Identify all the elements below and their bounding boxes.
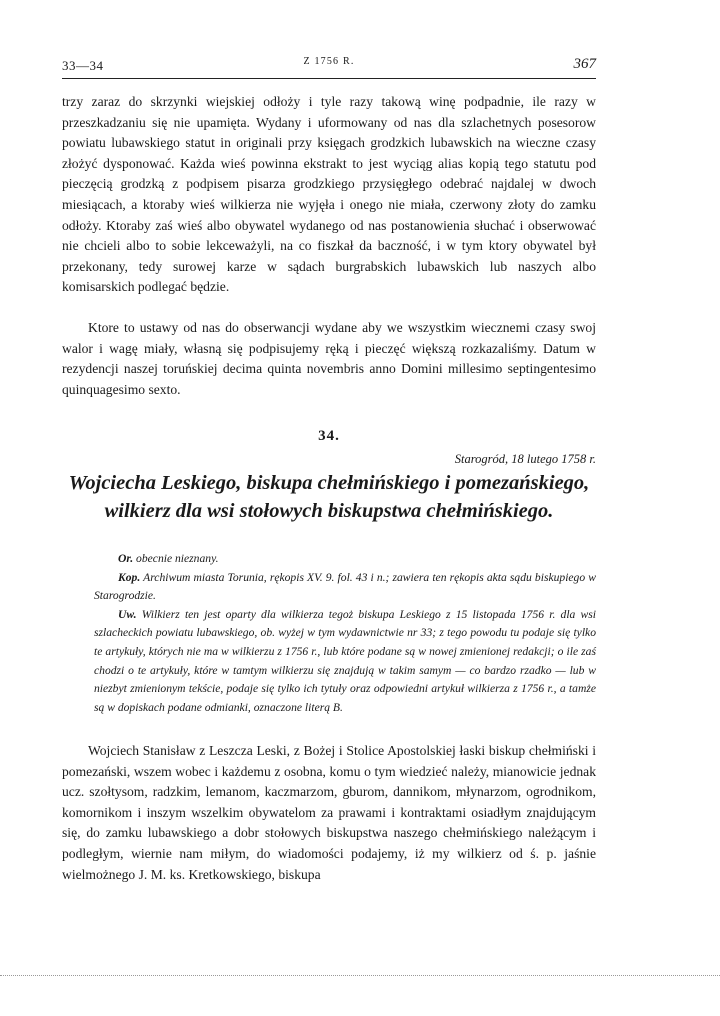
document-number: 34. — [318, 428, 340, 444]
header-section-numbers: 33—34 — [62, 58, 104, 73]
apparatus-remarks — [94, 606, 596, 718]
apparatus-copy — [94, 569, 596, 606]
place-date: Starogród, 18 lutego 1758 r. — [454, 452, 596, 466]
apparatus-kop-text: Archiwum miasta Torunia, rękopis XV. 9. fol. 43 i n.; zawiera ten rękopis akta sądu biskupiego w Starogrodzie. — [94, 570, 596, 603]
apparatus-or-text: obecnie nieznany. — [133, 552, 219, 565]
paragraph-continuation: trzy zaraz do skrzynki wiejskiej odłoży i tyle razy takową winę podpadnie, ile razy w przeszkadzaniu się nie upamięta. Wydany i uformowany od nas dla szlachetnych posesorow powiatu lubawskiego statut in originali przy księgach grodzkich lubawskich na wieczne czasy złożyć dysponować. Każda wieś powinna ekstrakt to jest wyciąg alias kopią tego statutu pod pieczęcią grodzką z podpisem pisarza grodzkiego przysięgłego odebrać najdalej w dwoch miesiącach, a ktoraby wieś wilkierza nie wyjęła i onego nie miała, czerwony złoty do zamku odłoży. Ktoraby zaś wieś albo obywatel wydanego od nas postanowienia słuchać i obserwować nie chcieli albo to sobie lekceważyli, na co fiszkał da baczność, i w tym ktory obywatel był przekonany, tedy surowej karze w sądach burgrabskich lubawskich lub naszych albo komisarskich podlegać będzie. — [62, 94, 596, 295]
apparatus-original — [94, 550, 596, 569]
document-title: Wojciecha Leskiego, biskupa chełmińskiego i pomezańskiego, wilkierz dla wsi stołowych biskupstwa chełmińskiego. — [68, 472, 590, 522]
apparatus-or-label: Or. — [118, 552, 134, 565]
paragraph-closing: Ktore to ustawy od nas do obserwancji wydane aby we wszystkim wiecznemi czasy swoj walor i wagę miały, własną się podpisujemy ręką i pieczęć większą rozkazaliśmy. Datum w rezydencji naszej toruńskiej decima quinta novembris anno Domini millesimo septingentesimo quinquagesimo sexto. — [62, 320, 596, 397]
apparatus-uw-label: Uw. — [118, 607, 137, 621]
header-year: Z 1756 R. — [303, 56, 355, 67]
apparatus-uw-text: Wilkierz ten jest oparty dla wilkierza tegoż biskupa Leskiego z 15 listopada 1756 r. dla wsi szlacheckich powiatu lubawskiego, ob. wyżej w tym wydawnictwie nr 33; z tego powodu tu podaje się tylko te artykuły, których nie ma w wilkierzu z 1756 r., lub które podane są w nowej zmienionej redakcji; o ile zaś chodzi o te artykuły, które w tamtym wilkierzu się znajdują w takim samym — co bardzo rzadko — lub w niezbyt zmienionym tekście, podaje się tylko ich tytuły oraz odpowiedni artykuł wilkierza z 1756 r., a tamże są w dopiskach podane odmianki, oznaczone literą B. — [94, 607, 596, 714]
paragraph-document-opening: Wojciech Stanisław z Leszcza Leski, z Bożej i Stolice Apostolskiej łaski biskup chełmiński i pomezański, wszem wobec i każdemu z osobna, komu o tym wiedzieć należy, mianowicie jednak ucz. szołtysom, radzkim, lemanom, kaczmarzom, gburom, dannikom, młynarzom, ogrodnikom, komornikom i inszym wszelkim obywatelom za prawami i kontraktami osiadłym znajdującym się, do zamku lubawskiego a dobr stołowych biskupstwa naszego chełmińskiego należącym i podległym, wiernie nam miłym, do wiadomości podajemy, iż my wilkierz od ś. p. jaśnie wielmożnego J. M. ks. Kretkowskiego, biskupa — [62, 743, 596, 882]
critical-apparatus — [94, 550, 596, 717]
apparatus-kop-label: Kop. — [118, 570, 141, 584]
running-header — [62, 56, 596, 79]
crop-line — [0, 975, 720, 977]
page-number: 367 — [573, 56, 596, 72]
